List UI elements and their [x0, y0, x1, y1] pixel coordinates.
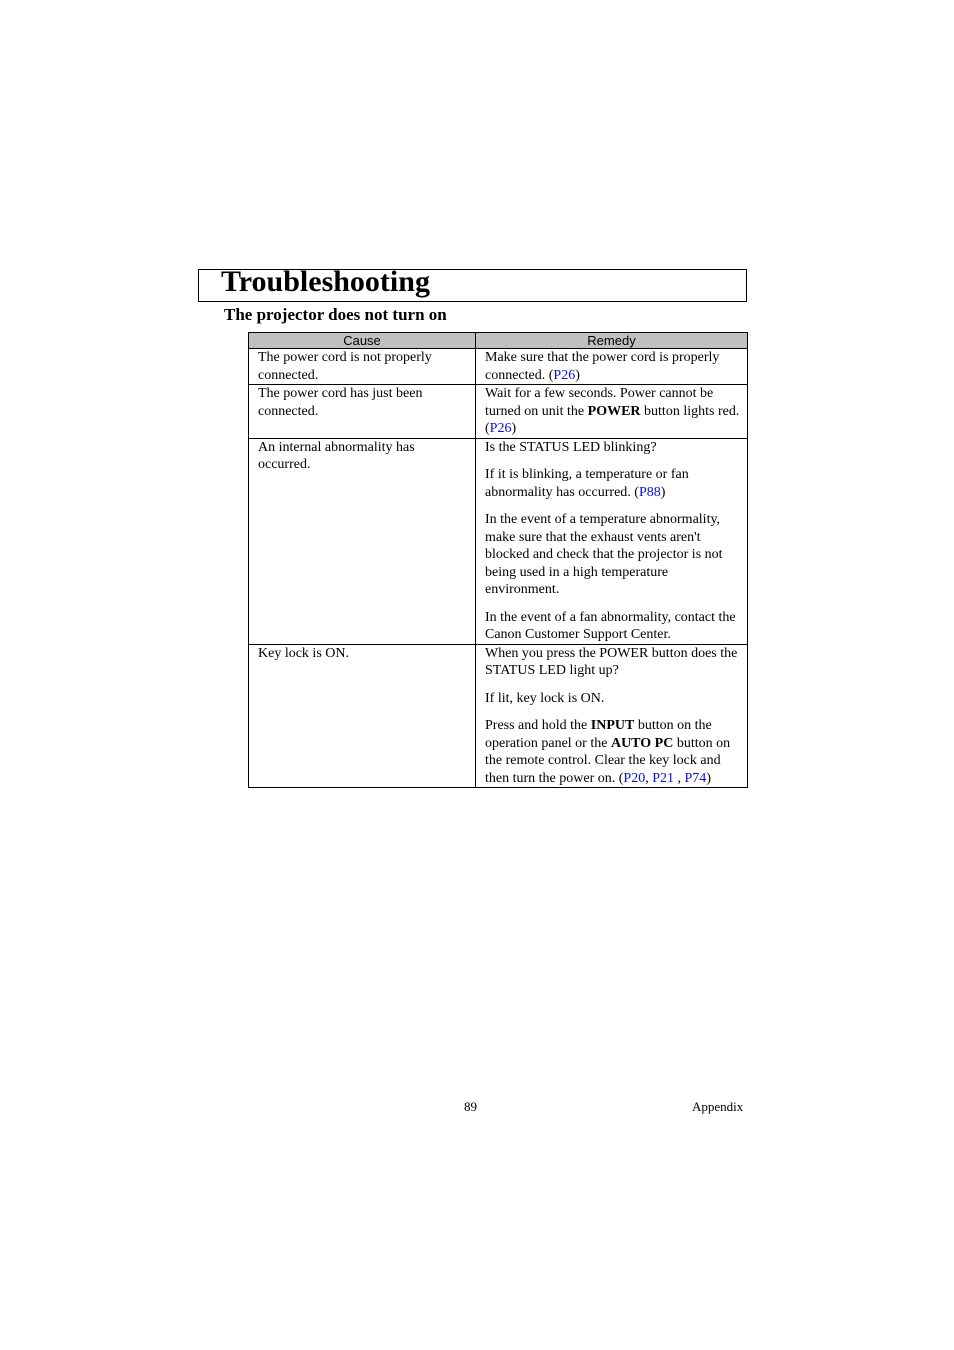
remedy-text: )	[660, 484, 666, 500]
page-title: Troubleshooting	[221, 265, 430, 298]
remedy-text: Make sure that the power cord is properly connected. (	[485, 350, 720, 383]
page-link[interactable]: P20	[623, 770, 646, 786]
page-link[interactable]: P74	[684, 770, 707, 786]
cause-text: The power cord has just been connected.	[258, 386, 423, 419]
column-header-cause: Cause	[249, 333, 476, 349]
remedy-cell	[476, 349, 748, 385]
troubleshooting-table	[248, 332, 748, 788]
remedy-paragraph: If lit, key lock is ON.	[485, 690, 605, 706]
remedy-paragraph	[485, 349, 741, 384]
remedy-text: Press and hold the	[485, 718, 591, 733]
remedy-paragraph	[485, 717, 741, 787]
cause-cell	[249, 349, 476, 385]
remedy-text: button on the operation panel or the	[485, 718, 712, 751]
page-link[interactable]: P88	[638, 484, 661, 500]
table-header-row	[249, 333, 748, 349]
remedy-paragraph: Is the STATUS LED blinking?	[485, 439, 657, 455]
remedy-cell	[476, 385, 748, 439]
page-number: 89	[464, 1099, 477, 1114]
remedy-text: button lights red. (	[485, 403, 740, 436]
remedy-text: )	[706, 770, 711, 786]
remedy-text: button on the remote control. Clear the key lock and then turn the power on. (	[485, 735, 731, 786]
remedy-cell	[476, 644, 748, 788]
page-link[interactable]: P26	[553, 367, 576, 383]
cause-text: An internal abnormality has occurred.	[258, 439, 415, 472]
remedy-text: )	[511, 421, 517, 436]
input-button-label: INPUT	[590, 718, 635, 733]
remedy-text: If it is blinking, a temperature or fan abnormality has occurred. (	[485, 467, 689, 500]
cause-cell	[249, 644, 476, 788]
column-header-remedy: Remedy	[476, 333, 748, 349]
cause-text: Key lock is ON.	[258, 645, 349, 661]
title-box	[198, 265, 747, 302]
remedy-text: Wait for a few seconds. Power cannot be turned on unit the	[485, 386, 714, 419]
table-row	[249, 644, 748, 788]
remedy-cell	[476, 438, 748, 644]
auto-pc-button-label: AUTO PC	[610, 735, 674, 751]
table-row	[249, 349, 748, 385]
section-heading: The projector does not turn on	[224, 305, 447, 324]
remedy-paragraph	[485, 466, 741, 501]
remedy-paragraph	[485, 385, 741, 438]
power-button-label: POWER	[587, 403, 641, 419]
remedy-paragraph: When you press the POWER button does the STATUS LED light up?	[485, 645, 738, 678]
cause-cell	[249, 385, 476, 439]
link-separator: ,	[674, 770, 685, 786]
remedy-paragraph: In the event of a temperature abnormality, make sure that the exhaust vents aren't blocked and check that the projector is not being used in a high temperature environment.	[485, 512, 723, 597]
remedy-text: )	[575, 367, 580, 383]
table-row	[249, 385, 748, 439]
remedy-paragraph: In the event of a fan abnormality, contact the Canon Customer Support Center.	[485, 609, 736, 642]
cause-text: The power cord is not properly connected.	[258, 350, 432, 383]
footer-section-name: Appendix	[692, 1099, 744, 1114]
table-row	[249, 438, 748, 644]
page-link[interactable]: P21	[652, 770, 675, 786]
cause-cell	[249, 438, 476, 644]
page-link[interactable]: P26	[489, 421, 512, 436]
link-separator: ,	[645, 770, 653, 786]
